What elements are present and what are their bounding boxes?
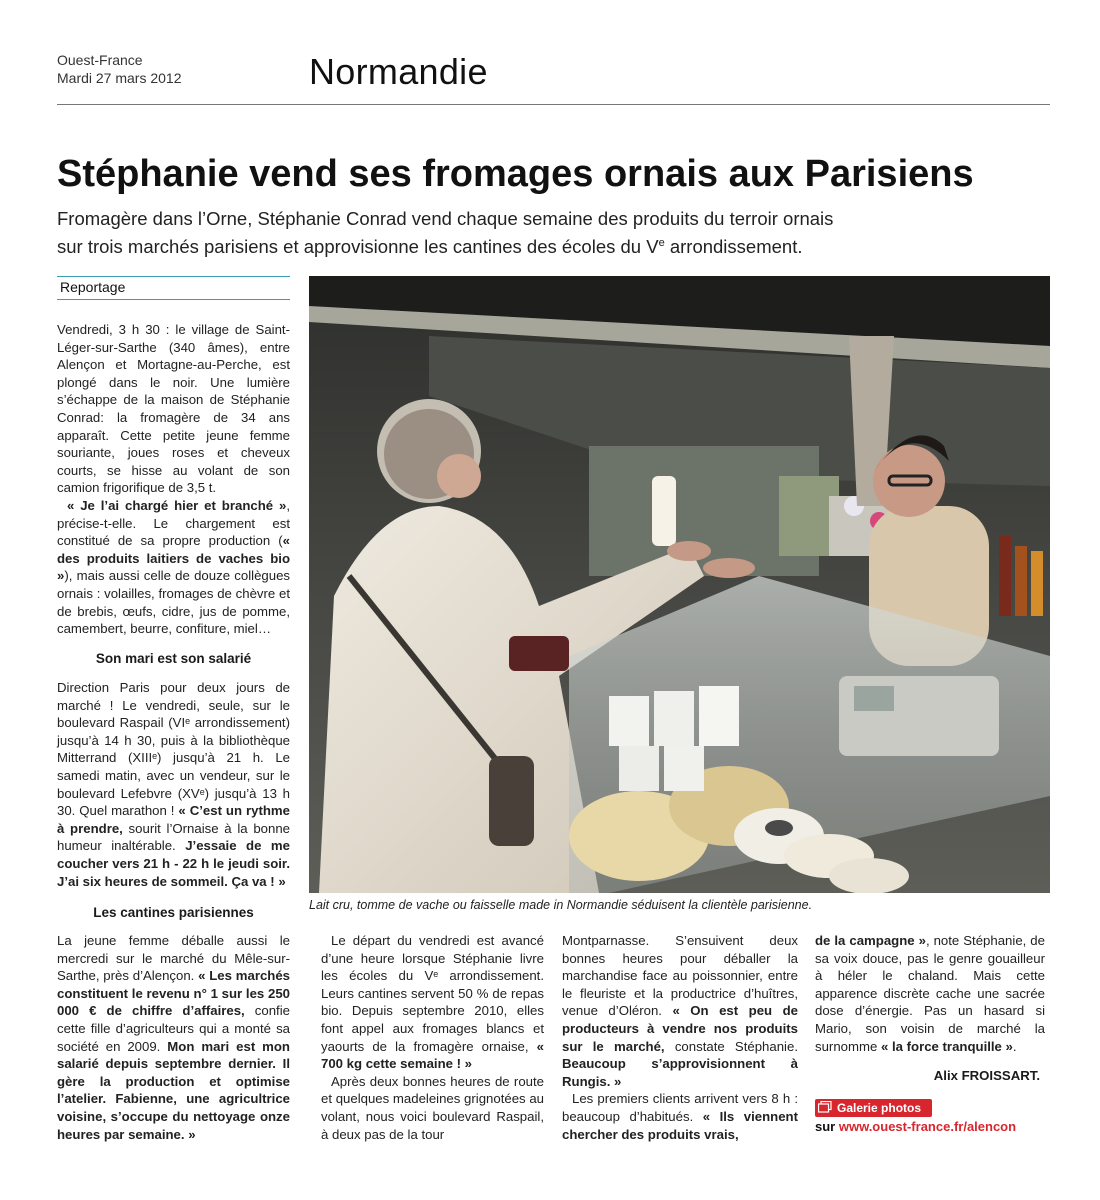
publication-date: Mardi 27 mars 2012: [57, 70, 182, 86]
paragraph-text: sourit l’Ornaise à la bonne humeur inaltérable.: [57, 820, 290, 854]
quote: Beaucoup s’approvisionnent à Rungis. »: [562, 1056, 798, 1089]
paragraph-text: Les premiers clients arrivent vers 8 h : beaucoup d’habitués.: [562, 1091, 798, 1124]
gallery-link-prefix: sur: [815, 1119, 839, 1134]
paragraph: Après deux bonnes heures de route et quelques madeleines grignotées au volant, nous voici boulevard Raspail, à deux pas de la tour: [321, 1073, 544, 1142]
body-column-1-bottom: [57, 932, 290, 1143]
paragraph-text: Le départ du vendredi est avancé d’une heure lorsque Stéphanie livre les écoles du Vᵉ arrondissement. Leurs cantines servent 50 % de repas bio. Depuis septembre 2010, elles font appel aux fromages blancs et yaourts de la fromagère ornaise,: [321, 933, 544, 1054]
quote: de la campagne »: [815, 933, 926, 948]
section-title: Normandie: [309, 51, 488, 92]
article-headline: Stéphanie vend ses fromages ornais aux Parisiens: [57, 153, 974, 195]
subheading: Son mari est son salarié: [95, 651, 252, 666]
paragraph: [562, 1090, 798, 1143]
newspaper-name: Ouest-France: [57, 52, 143, 68]
quote: « C’est un rythme à prendre,: [57, 803, 290, 836]
paragraph: [57, 679, 290, 890]
body-column-1-middle: [57, 679, 290, 890]
quote: « des produits laitiers de vaches bio »: [57, 533, 290, 584]
subheading: Les cantines parisiennes: [93, 905, 254, 920]
quote: « On est peu de producteurs à vendre nos produits sur le marché,: [562, 1003, 798, 1054]
quote: « Je l’ai chargé hier et branché »: [67, 497, 287, 513]
paragraph: [57, 497, 290, 638]
paragraph: [321, 932, 544, 1073]
article-standfirst: [57, 206, 937, 259]
body-column-1-top: [57, 321, 290, 638]
quote: « Les marchés constituent le revenu n° 1 sur les 250 000 € de chiffre d’affaires,: [57, 968, 291, 1019]
paragraph-text: ), mais aussi celle de douze collègues ornais : volailles, fromages de chèvre et de brebis, œufs, cidre, jus de pomme, camembert, beurre, confiture, miel…: [57, 568, 290, 637]
author-signature: Alix FROISSART.: [933, 1068, 1040, 1083]
gallery-badge-label[interactable]: Galerie photos: [837, 1101, 922, 1115]
body-column-4: [815, 932, 1045, 1055]
paragraph: [57, 932, 290, 1143]
quote: Mon mari est mon salarié depuis septembre dernier. Il gère la production et optimise l’atelier. Fabienne, une agricultrice voisine, s’occupe du nettoyage onze heures par semaine. »: [57, 1038, 290, 1142]
body-column-3: [562, 932, 798, 1143]
gallery-link[interactable]: www.ouest-france.fr/alencon: [838, 1119, 1017, 1134]
photo-illustration: [309, 276, 1050, 893]
standfirst-line-2-end: arrondissement.: [664, 236, 803, 258]
rubric-label: Reportage: [60, 279, 126, 295]
header-divider: [57, 104, 1050, 105]
paragraph-text: constate Stéphanie.: [664, 1038, 798, 1054]
paragraph: [815, 932, 1045, 1055]
quote: « Ils viennent chercher des produits vrais,: [562, 1108, 798, 1142]
paragraph-text: , précise-t-elle. Le chargement est constitué de sa propre production (: [57, 497, 290, 549]
photo-gallery-icon: [818, 1101, 832, 1114]
market-stall-photo: [309, 276, 1050, 893]
standfirst-line-2-text: sur trois marchés parisiens et approvisionne les cantines des écoles du V: [57, 236, 659, 258]
paragraph-text: La jeune femme déballe aussi le mercredi sur le marché du Mêle-sur-Sarthe, près d’Alençon.: [57, 933, 290, 984]
photo-caption: Lait cru, tomme de vache ou faisselle made in Normandie séduisent la clientèle parisienne.: [309, 898, 813, 912]
paragraph: [562, 932, 798, 1090]
quote: J’essaie de me coucher vers 21 h - 22 h le jeudi soir. J’ai six heures de sommeil. Ça va ! »: [57, 838, 290, 889]
paragraph-text: Montparnasse. S’ensuivent deux bonnes heures pour déballer la marchandise face au poissonnier, entre le fleuriste et la productrice d’huîtres, venue d’Oléron.: [562, 933, 798, 1019]
standfirst-superscript: e: [658, 237, 665, 249]
standfirst-line-2: [57, 231, 937, 259]
quote: « la force tranquille »: [880, 1038, 1013, 1054]
quote: « 700 kg cette semaine ! »: [321, 1038, 544, 1072]
paragraph-text: confie cette fille d’agriculteurs qui a monté sa société en 2009.: [57, 1003, 290, 1054]
paragraph: Vendredi, 3 h 30 : le village de Saint-Léger-sur-Sarthe (340 âmes), entre Alençon et Mortagne-au-Perche, est plongé dans le noir. Une lumière s’échappe de la maison de Stéphanie Conrad: la fromagère de 34 ans apparaît. Cette petite jeune femme souriante, joues roses et cheveux courts, se hisse au volant de son camion frigorifique de 3,5 t.: [57, 322, 290, 496]
gallery-link-line: [815, 1119, 1016, 1134]
paragraph-text: .: [1012, 1038, 1017, 1054]
standfirst-line-1: Fromagère dans l’Orne, Stéphanie Conrad vend chaque semaine des produits du terroir ornais: [57, 208, 834, 229]
paragraph-text: , note Stéphanie, de sa voix douce, pas le genre gouailleur à héler le chaland. Mais cette apparence discrète cache une sacrée dose d’énergie. Pas un hasard si Mario, son voisin de marché la surnomme: [815, 933, 1045, 1054]
paragraph-text: Direction Paris pour deux jours de marché ! Le vendredi, seule, sur le boulevard Raspail (VIᵉ arrondissement) jusqu’à 14 h 30, puis à la bibliothèque Mitterrand (XIIIᵉ) jusqu’à 21 h. Le samedi matin, avec un vendeur, sur le boulevard Lefebvre (XVᵉ) jusqu’à 13 h 30. Quel marathon !: [57, 680, 290, 819]
body-column-2: [321, 932, 544, 1143]
